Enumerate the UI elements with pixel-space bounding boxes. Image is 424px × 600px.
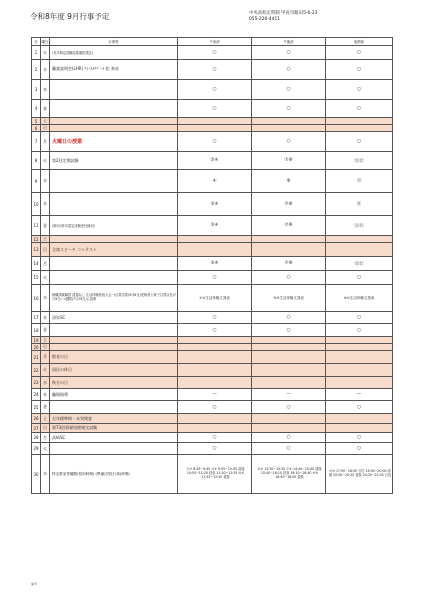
morning-cell xyxy=(178,414,252,424)
table-row xyxy=(32,377,393,389)
afternoon-cell xyxy=(252,243,326,257)
morning-cell: ○ xyxy=(178,100,252,118)
night-cell: ○ xyxy=(326,443,393,455)
event-cell xyxy=(50,80,178,100)
event-cell xyxy=(50,193,178,216)
afternoon-cell: ⑦⑧ xyxy=(252,152,326,170)
table-row xyxy=(32,455,393,494)
morning-cell xyxy=(178,424,252,433)
morning-cell: — xyxy=(178,389,252,401)
afternoon-cell: ⑦⑧ xyxy=(252,257,326,271)
afternoon-cell xyxy=(252,125,326,132)
night-cell: ⑨⑩ 17:50~18:50 ⑪⑫ 19:00~20:00 清掃 20:00~20:30 退校 20:30~21:00 日直 xyxy=(326,455,393,494)
night-cell: ○ xyxy=(326,312,393,324)
morning-cell: ①②生活体験文発表 xyxy=(178,285,252,312)
table-row xyxy=(32,46,393,60)
morning-cell xyxy=(178,243,252,257)
morning-cell: ○ xyxy=(178,312,252,324)
morning-cell: ○ xyxy=(178,443,252,455)
weekday-cell: 土 xyxy=(41,337,50,344)
morning-cell: ④ xyxy=(178,170,252,193)
weekday-cell: 火 xyxy=(41,443,50,455)
night-cell xyxy=(326,377,393,389)
night-cell xyxy=(326,344,393,351)
header-am: 午前部 xyxy=(178,38,252,46)
header-pm: 午後部 xyxy=(252,38,326,46)
afternoon-cell: ○ xyxy=(252,132,326,152)
afternoon-cell: ○ xyxy=(252,312,326,324)
weekday-cell: 水 xyxy=(41,455,50,494)
morning-cell xyxy=(178,351,252,364)
afternoon-cell: ○ xyxy=(252,443,326,455)
weekday-cell: 土 xyxy=(41,236,50,243)
weekday-cell: 火 xyxy=(41,152,50,170)
afternoon-cell: ⑤⑥生活体験文発表 xyxy=(252,285,326,312)
night-cell xyxy=(326,118,393,125)
event-cell: 清泉SC xyxy=(50,312,178,324)
table-row xyxy=(32,351,393,364)
event-cell: 国民の休日 xyxy=(50,364,178,377)
weekday-cell: 月 xyxy=(41,351,50,364)
day-cell: 4 xyxy=(32,100,41,118)
event-cell: (第2回高卒認定試験受付締切) xyxy=(50,216,178,236)
event-cell xyxy=(50,443,178,455)
morning-cell: ○ xyxy=(178,271,252,285)
afternoon-cell: ⑦⑧ xyxy=(252,216,326,236)
weekday-cell: 火 xyxy=(41,364,50,377)
night-cell: ○ xyxy=(326,60,393,80)
weekday-cell: 水 xyxy=(41,377,50,389)
weekday-cell: 金 xyxy=(41,401,50,414)
night-cell: ○ xyxy=(326,46,393,60)
night-cell: ○ xyxy=(326,100,393,118)
afternoon-cell: ○ xyxy=(252,271,326,285)
day-cell: 5 xyxy=(32,118,41,125)
weekday-cell: 水 xyxy=(41,285,50,312)
morning-cell: ○ xyxy=(178,401,252,414)
weekday-cell: 日 xyxy=(41,243,50,257)
afternoon-cell xyxy=(252,351,326,364)
event-cell: 第73回情報処理検定試験 xyxy=(50,424,178,433)
night-cell xyxy=(326,125,393,132)
morning-cell: ③④ xyxy=(178,257,252,271)
event-cell: 特定教室等観閲(校別時制) (準備)学校行事(時間) xyxy=(50,455,178,494)
table-row xyxy=(32,236,393,243)
day-cell: 17 xyxy=(32,312,41,324)
event-cell xyxy=(50,257,178,271)
schedule-table xyxy=(31,37,393,494)
event-cell: (長月制定試験結果通知発送) xyxy=(50,46,178,60)
table-row xyxy=(32,337,393,344)
table-row xyxy=(32,132,393,152)
table-row xyxy=(32,243,393,257)
table-row xyxy=(32,60,393,80)
night-cell: — xyxy=(326,389,393,401)
event-cell xyxy=(50,125,178,132)
morning-cell: ○ xyxy=(178,46,252,60)
day-cell: 28 xyxy=(32,433,41,443)
afternoon-cell: ○ xyxy=(252,100,326,118)
footnote: 備考 xyxy=(31,582,38,586)
afternoon-cell xyxy=(252,337,326,344)
afternoon-cell: — xyxy=(252,389,326,401)
afternoon-cell xyxy=(252,364,326,377)
weekday-cell: 金 xyxy=(41,100,50,118)
night-cell: ○ xyxy=(326,324,393,337)
afternoon-cell: ○ xyxy=(252,433,326,443)
header-dow: 曜日 xyxy=(41,38,50,46)
weekday-cell: 木 xyxy=(41,312,50,324)
event-cell: 高崎SC xyxy=(50,433,178,443)
night-cell xyxy=(326,351,393,364)
night-cell xyxy=(326,364,393,377)
morning-cell: ①② 8:45~9:45 ③④ 9:55~10:55 清掃 10:55~11:20 昼食 11:20~11:55 ⑤⑥ 11:55~12:20 退校 xyxy=(178,455,252,494)
morning-cell: ○ xyxy=(178,324,252,337)
night-cell xyxy=(326,414,393,424)
table-row xyxy=(32,216,393,236)
event-cell xyxy=(50,401,178,414)
afternoon-cell: ○ xyxy=(252,401,326,414)
day-cell: 19 xyxy=(33,337,39,343)
table-row xyxy=(32,193,393,216)
night-cell: ⑨⑩生活体験文発表 xyxy=(326,285,393,312)
day-cell: 2 xyxy=(32,60,41,80)
table-row xyxy=(32,443,393,455)
day-cell: 10 xyxy=(32,193,41,216)
night-cell xyxy=(326,424,393,433)
weekday-cell: 金 xyxy=(41,216,50,236)
morning-cell xyxy=(178,337,252,344)
weekday-cell: 月 xyxy=(41,257,50,271)
event-cell: 職場指導 xyxy=(50,389,178,401)
afternoon-cell xyxy=(252,344,326,351)
night-cell: ○ xyxy=(326,271,393,285)
table-row xyxy=(32,401,393,414)
night-cell xyxy=(326,243,393,257)
event-cell: 敬老の日 xyxy=(50,351,178,364)
day-cell: 12 xyxy=(33,236,39,242)
table-row xyxy=(32,118,393,125)
day-cell: 9 xyxy=(32,170,41,193)
weekday-cell: 土 xyxy=(41,118,50,125)
morning-cell: ③④ xyxy=(178,193,252,216)
weekday-cell: 木 xyxy=(41,80,50,100)
afternoon-cell xyxy=(252,424,326,433)
night-cell: ○ xyxy=(326,433,393,443)
day-cell: 25 xyxy=(32,401,41,414)
table-row xyxy=(32,312,393,324)
day-cell: 29 xyxy=(32,443,41,455)
weekday-cell: 月 xyxy=(41,433,50,443)
day-cell: 23 xyxy=(32,377,41,389)
morning-cell xyxy=(178,364,252,377)
day-cell: 20 xyxy=(33,344,39,350)
night-cell: ○ xyxy=(326,80,393,100)
header-day: 日 xyxy=(32,38,41,46)
morning-cell: ○ xyxy=(178,132,252,152)
night-cell: ⑪⑫ xyxy=(326,152,393,170)
header-night: 夜間部 xyxy=(326,38,393,46)
event-cell: 火曜日の授業 xyxy=(50,132,178,152)
night-cell: ⑪⑫ xyxy=(326,216,393,236)
weekday-cell: 月 xyxy=(41,132,50,152)
header-event: 行事等 xyxy=(50,38,178,46)
table-row xyxy=(32,344,393,351)
afternoon-cell xyxy=(252,236,326,243)
school-info xyxy=(249,11,317,22)
day-cell: 3 xyxy=(32,80,41,100)
table-row xyxy=(32,433,393,443)
table-row xyxy=(32,389,393,401)
weekday-cell: 日 xyxy=(41,125,50,132)
school-phone: 055-226-4411 xyxy=(249,16,281,22)
day-cell: 26 xyxy=(32,414,41,424)
weekday-cell: 木 xyxy=(41,389,50,401)
day-cell: 24 xyxy=(32,389,41,401)
event-cell xyxy=(50,100,178,118)
weekday-cell: 水 xyxy=(41,170,50,193)
table-row xyxy=(32,271,393,285)
table-row xyxy=(32,285,393,312)
table-row xyxy=(32,125,393,132)
table-header-row xyxy=(32,38,393,46)
table-row xyxy=(32,152,393,170)
table-row xyxy=(32,257,393,271)
day-cell: 6 xyxy=(32,125,41,132)
event-cell: 第2回定期試験 xyxy=(50,152,178,170)
page-title: 令和8年度 9月行事予定 xyxy=(30,12,110,21)
weekday-cell: 日 xyxy=(41,344,50,351)
day-cell: 15 xyxy=(32,271,41,285)
weekday-cell: 火 xyxy=(41,271,50,285)
event-cell: 全商スピーチ コンテスト xyxy=(50,243,178,257)
night-cell: ○ xyxy=(326,401,393,414)
weekday-cell: 土 xyxy=(41,414,50,424)
day-cell: 14 xyxy=(32,257,41,271)
afternoon-cell xyxy=(252,118,326,125)
event-cell xyxy=(50,236,178,243)
afternoon-cell xyxy=(252,414,326,424)
table-row xyxy=(32,80,393,100)
table-row xyxy=(32,364,393,377)
weekday-cell: 金 xyxy=(41,324,50,337)
event-cell: 就職試験解禁 清掃なし 生活体験発表大会 →百貨店業(9月8日)受検者と就で百貨店長(7月9日) →週間(7月29日)に説明 xyxy=(50,285,178,312)
afternoon-cell: ⑤⑥ 13:30~14:30 ⑦⑧ 14:40~15:40 清掃 15:40~16:10 昼食 16:10~16:40 ⑨⑩ 16:40~18:00 退校 xyxy=(252,455,326,494)
event-cell xyxy=(50,324,178,337)
day-cell: 27 xyxy=(33,425,39,431)
event-cell xyxy=(50,344,178,351)
morning-cell: ③④ xyxy=(178,152,252,170)
school-address: 中央高校定時制 甲府市飯田5-6-23 xyxy=(249,11,318,16)
morning-cell: ③④ xyxy=(178,216,252,236)
weekday-cell: 木 xyxy=(41,193,50,216)
morning-cell xyxy=(178,377,252,389)
event-cell xyxy=(50,337,178,344)
morning-cell xyxy=(178,344,252,351)
table-row xyxy=(32,170,393,193)
event-cell: 全年標準検・未実検査 xyxy=(50,414,178,424)
day-cell: 22 xyxy=(32,364,41,377)
night-cell xyxy=(326,236,393,243)
day-cell: 21 xyxy=(32,351,41,364)
afternoon-cell: ○ xyxy=(252,60,326,80)
night-cell: ⑪⑫ xyxy=(326,257,393,271)
day-cell: 18 xyxy=(32,324,41,337)
event-cell xyxy=(50,170,178,193)
morning-cell xyxy=(178,125,252,132)
afternoon-cell: ⑦⑧ xyxy=(252,193,326,216)
morning-cell xyxy=(178,236,252,243)
table-row xyxy=(32,100,393,118)
day-cell: 13 xyxy=(32,243,41,257)
morning-cell: ○ xyxy=(178,80,252,100)
day-cell: 16 xyxy=(32,285,41,312)
day-cell: 30 xyxy=(32,455,41,494)
afternoon-cell: ○ xyxy=(252,46,326,60)
day-cell: 1 xyxy=(32,46,41,60)
night-cell: ⑫ xyxy=(326,170,393,193)
afternoon-cell xyxy=(252,377,326,389)
event-cell xyxy=(50,118,178,125)
event-cell: 秋分の日 xyxy=(50,377,178,389)
event-cell: 職業説明会(LHR) ﾌｧｰｽﾄﾘｿﾞｰﾄ 松 奏音 xyxy=(50,60,178,80)
table-row xyxy=(32,414,393,424)
table-row xyxy=(32,424,393,433)
day-cell: 7 xyxy=(32,132,41,152)
morning-cell xyxy=(178,118,252,125)
night-cell: ○ xyxy=(326,132,393,152)
afternoon-cell: ○ xyxy=(252,324,326,337)
weekday-cell: 火 xyxy=(41,46,50,60)
day-cell: 11 xyxy=(32,216,41,236)
afternoon-cell: ○ xyxy=(252,80,326,100)
morning-cell: ○ xyxy=(178,433,252,443)
morning-cell: ○ xyxy=(178,60,252,80)
weekday-cell: 水 xyxy=(41,60,50,80)
event-cell xyxy=(50,271,178,285)
table-row xyxy=(32,324,393,337)
weekday-cell: 日 xyxy=(41,424,50,433)
night-cell: ⑪ xyxy=(326,193,393,216)
day-cell: 8 xyxy=(32,152,41,170)
night-cell xyxy=(326,337,393,344)
afternoon-cell: ⑧ xyxy=(252,170,326,193)
